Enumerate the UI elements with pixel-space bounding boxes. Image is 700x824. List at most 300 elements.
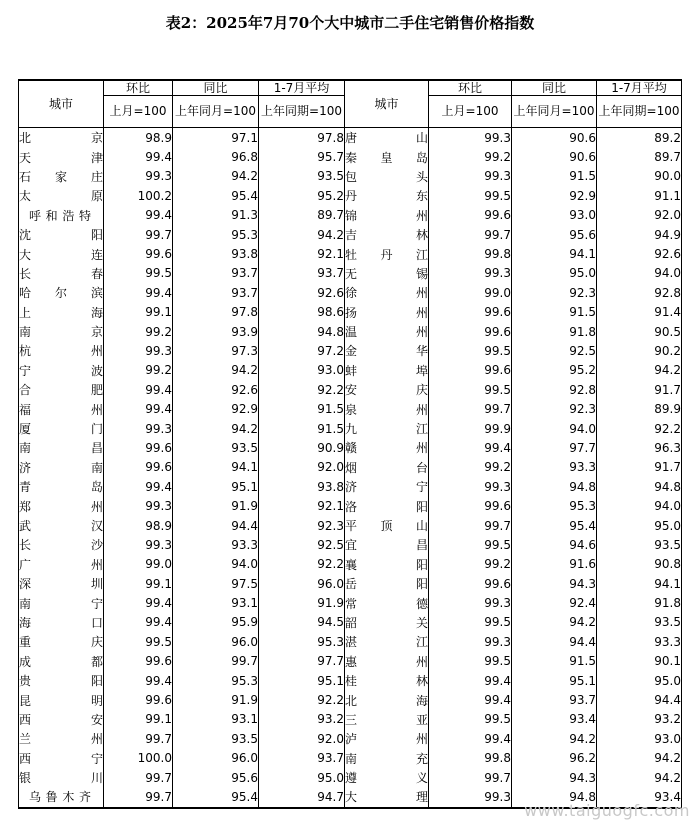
cell-mom-left: 99.6: [104, 690, 173, 709]
cell-city-right: 扬州: [345, 303, 429, 322]
cell-mom-left: 98.9: [104, 128, 173, 148]
cell-avg-right: 94.1: [597, 574, 682, 593]
cell-mom-left: 99.2: [104, 361, 173, 380]
cell-yoy-right: 92.9: [512, 186, 597, 205]
cell-avg-right: 93.3: [597, 632, 682, 651]
cell-yoy-left: 94.2: [173, 361, 259, 380]
cell-mom-left: 99.7: [104, 768, 173, 787]
cell-city-right: 丹东: [345, 186, 429, 205]
cell-mom-left: 99.7: [104, 225, 173, 244]
cell-city-left: 大连: [19, 244, 104, 263]
cell-city-right: 常德: [345, 593, 429, 612]
table-row: [19, 264, 682, 283]
cell-avg-right: 94.8: [597, 477, 682, 496]
cell-avg-right: 96.3: [597, 438, 682, 457]
cell-yoy-right: 94.3: [512, 768, 597, 787]
table-row: [19, 283, 682, 302]
header-mom-right: 环比: [429, 80, 512, 96]
cell-mom-right: 99.3: [429, 167, 512, 186]
cell-avg-left: 92.3: [259, 516, 345, 535]
table-row: [19, 303, 682, 322]
cell-city-left: 长沙: [19, 535, 104, 554]
table-row: [19, 555, 682, 574]
cell-yoy-right: 95.0: [512, 264, 597, 283]
cell-avg-right: 94.9: [597, 225, 682, 244]
cell-yoy-left: 97.1: [173, 128, 259, 148]
cell-avg-right: 94.2: [597, 749, 682, 768]
cell-mom-left: 99.3: [104, 167, 173, 186]
cell-yoy-right: 94.2: [512, 729, 597, 748]
cell-mom-left: 99.6: [104, 438, 173, 457]
cell-mom-left: 99.3: [104, 341, 173, 360]
cell-avg-right: 95.0: [597, 671, 682, 690]
cell-city-right: 蚌埠: [345, 361, 429, 380]
cell-yoy-right: 95.3: [512, 496, 597, 515]
table-row: [19, 516, 682, 535]
table-row: [19, 535, 682, 554]
table-row: [19, 729, 682, 748]
cell-yoy-left: 97.8: [173, 303, 259, 322]
cell-city-left: 银川: [19, 768, 104, 787]
cell-yoy-right: 94.4: [512, 632, 597, 651]
cell-yoy-right: 94.8: [512, 787, 597, 807]
cell-avg-left: 92.1: [259, 244, 345, 263]
cell-city-left: 南京: [19, 322, 104, 341]
cell-city-right: 平顶山: [345, 516, 429, 535]
cell-avg-left: 98.6: [259, 303, 345, 322]
cell-mom-left: 99.3: [104, 419, 173, 438]
cell-city-right: 金华: [345, 341, 429, 360]
cell-yoy-left: 94.4: [173, 516, 259, 535]
header-avg-left: 1-7月平均: [259, 80, 345, 96]
cell-yoy-left: 91.3: [173, 206, 259, 225]
cell-yoy-right: 91.6: [512, 555, 597, 574]
cell-city-left: 太原: [19, 186, 104, 205]
cell-yoy-left: 91.9: [173, 496, 259, 515]
cell-avg-right: 94.2: [597, 361, 682, 380]
cell-mom-right: 99.7: [429, 516, 512, 535]
cell-avg-left: 93.7: [259, 264, 345, 283]
cell-city-left: 上海: [19, 303, 104, 322]
cell-avg-right: 90.0: [597, 167, 682, 186]
cell-avg-left: 92.6: [259, 283, 345, 302]
cell-mom-right: 99.5: [429, 186, 512, 205]
cell-yoy-right: 96.2: [512, 749, 597, 768]
cell-avg-right: 93.0: [597, 729, 682, 748]
cell-avg-left: 92.2: [259, 555, 345, 574]
cell-mom-right: 99.7: [429, 768, 512, 787]
cell-city-left: 昆明: [19, 690, 104, 709]
cell-mom-right: 99.7: [429, 399, 512, 418]
header-yoy-base-right: 上年同月=100: [512, 96, 597, 128]
page-title: 表2：2025年7月70个大中城市二手住宅销售价格指数: [165, 14, 535, 32]
cell-mom-left: 99.4: [104, 593, 173, 612]
cell-mom-right: 99.5: [429, 613, 512, 632]
cell-yoy-right: 95.1: [512, 671, 597, 690]
cell-yoy-left: 95.4: [173, 186, 259, 205]
cell-avg-left: 93.8: [259, 477, 345, 496]
header-mom-base-right: 上月=100: [429, 96, 512, 128]
cell-yoy-left: 93.9: [173, 322, 259, 341]
cell-yoy-right: 90.6: [512, 147, 597, 166]
cell-avg-left: 92.0: [259, 729, 345, 748]
cell-mom-left: 99.6: [104, 244, 173, 263]
cell-yoy-left: 93.5: [173, 438, 259, 457]
cell-yoy-right: 90.6: [512, 128, 597, 148]
table-row: [19, 322, 682, 341]
cell-yoy-right: 92.8: [512, 380, 597, 399]
cell-avg-left: 95.3: [259, 632, 345, 651]
cell-mom-right: 99.3: [429, 477, 512, 496]
cell-avg-left: 92.2: [259, 690, 345, 709]
cell-avg-left: 91.5: [259, 399, 345, 418]
cell-avg-right: 89.7: [597, 147, 682, 166]
cell-avg-right: 92.6: [597, 244, 682, 263]
cell-yoy-right: 93.4: [512, 710, 597, 729]
cell-avg-left: 94.5: [259, 613, 345, 632]
cell-avg-left: 97.7: [259, 652, 345, 671]
cell-mom-right: 99.4: [429, 438, 512, 457]
cell-yoy-right: 93.3: [512, 458, 597, 477]
table-row: [19, 593, 682, 612]
cell-mom-left: 99.7: [104, 729, 173, 748]
cell-avg-right: 92.8: [597, 283, 682, 302]
cell-city-left: 武汉: [19, 516, 104, 535]
cell-mom-right: 99.5: [429, 535, 512, 554]
cell-avg-left: 90.9: [259, 438, 345, 457]
table-row: [19, 225, 682, 244]
header-yoy-left: 同比: [173, 80, 259, 96]
header-mom-left: 环比: [104, 80, 173, 96]
cell-mom-right: 99.5: [429, 652, 512, 671]
table-row: [19, 128, 682, 148]
cell-avg-right: 92.2: [597, 419, 682, 438]
cell-city-right: 惠州: [345, 652, 429, 671]
cell-city-left: 深圳: [19, 574, 104, 593]
cell-city-left: 宁波: [19, 361, 104, 380]
cell-avg-right: 94.2: [597, 768, 682, 787]
cell-avg-left: 97.2: [259, 341, 345, 360]
cell-avg-left: 92.0: [259, 458, 345, 477]
cell-avg-left: 96.0: [259, 574, 345, 593]
cell-avg-left: 94.2: [259, 225, 345, 244]
cell-mom-left: 99.4: [104, 147, 173, 166]
cell-avg-right: 91.7: [597, 380, 682, 399]
cell-avg-right: 91.4: [597, 303, 682, 322]
cell-yoy-right: 94.6: [512, 535, 597, 554]
cell-mom-left: 99.5: [104, 264, 173, 283]
cell-mom-right: 99.2: [429, 555, 512, 574]
cell-mom-right: 99.5: [429, 341, 512, 360]
cell-avg-left: 93.0: [259, 361, 345, 380]
cell-mom-left: 99.4: [104, 283, 173, 302]
cell-mom-left: 99.3: [104, 496, 173, 515]
cell-mom-left: 98.9: [104, 516, 173, 535]
cell-mom-right: 99.6: [429, 206, 512, 225]
cell-city-right: 遵义: [345, 768, 429, 787]
table-row: [19, 206, 682, 225]
header-city-left: 城市: [19, 80, 104, 128]
table-row: [19, 341, 682, 360]
cell-mom-left: 99.3: [104, 535, 173, 554]
cell-mom-right: 99.3: [429, 128, 512, 148]
cell-mom-right: 99.5: [429, 710, 512, 729]
cell-yoy-right: 91.8: [512, 322, 597, 341]
cell-city-left: 厦门: [19, 419, 104, 438]
table-body: [19, 128, 682, 808]
cell-city-right: 三亚: [345, 710, 429, 729]
cell-avg-left: 93.2: [259, 710, 345, 729]
cell-mom-right: 99.5: [429, 380, 512, 399]
cell-city-right: 北海: [345, 690, 429, 709]
cell-avg-left: 97.8: [259, 128, 345, 148]
table-row: [19, 632, 682, 651]
table-row: [19, 768, 682, 787]
cell-avg-right: 94.0: [597, 264, 682, 283]
cell-yoy-left: 93.5: [173, 729, 259, 748]
cell-yoy-left: 94.2: [173, 419, 259, 438]
cell-avg-left: 94.7: [259, 787, 345, 807]
table-row: [19, 399, 682, 418]
cell-yoy-right: 95.6: [512, 225, 597, 244]
cell-avg-left: 94.8: [259, 322, 345, 341]
table-row: [19, 458, 682, 477]
cell-yoy-right: 94.1: [512, 244, 597, 263]
table-row: [19, 749, 682, 768]
cell-yoy-left: 93.3: [173, 535, 259, 554]
cell-mom-left: 99.5: [104, 632, 173, 651]
table-row: [19, 167, 682, 186]
cell-city-left: 杭州: [19, 341, 104, 360]
cell-city-right: 泉州: [345, 399, 429, 418]
cell-avg-right: 90.8: [597, 555, 682, 574]
cell-city-right: 秦皇岛: [345, 147, 429, 166]
cell-yoy-right: 91.5: [512, 652, 597, 671]
cell-mom-right: 99.3: [429, 787, 512, 807]
header-mom-base-left: 上月=100: [104, 96, 173, 128]
cell-city-left: 重庆: [19, 632, 104, 651]
table-row: [19, 186, 682, 205]
cell-yoy-right: 92.5: [512, 341, 597, 360]
cell-mom-left: 99.1: [104, 574, 173, 593]
cell-yoy-right: 95.2: [512, 361, 597, 380]
cell-yoy-right: 91.5: [512, 167, 597, 186]
cell-yoy-left: 92.9: [173, 399, 259, 418]
header-yoy-base-left: 上年同月=100: [173, 96, 259, 128]
watermark: www.taiguogfc.com: [524, 801, 690, 820]
cell-yoy-left: 96.0: [173, 749, 259, 768]
cell-yoy-left: 95.9: [173, 613, 259, 632]
cell-yoy-right: 92.3: [512, 399, 597, 418]
cell-mom-left: 99.6: [104, 652, 173, 671]
table-row: [19, 477, 682, 496]
cell-yoy-right: 93.7: [512, 690, 597, 709]
cell-yoy-left: 97.3: [173, 341, 259, 360]
cell-city-right: 徐州: [345, 283, 429, 302]
cell-city-left: 济南: [19, 458, 104, 477]
cell-mom-right: 99.6: [429, 574, 512, 593]
cell-avg-right: 89.9: [597, 399, 682, 418]
table-row: [19, 438, 682, 457]
cell-mom-left: 100.2: [104, 186, 173, 205]
cell-yoy-right: 92.3: [512, 283, 597, 302]
cell-city-left: 西宁: [19, 749, 104, 768]
cell-city-left: 天津: [19, 147, 104, 166]
table-row: [19, 244, 682, 263]
cell-yoy-left: 95.1: [173, 477, 259, 496]
cell-yoy-left: 93.8: [173, 244, 259, 263]
cell-yoy-left: 94.0: [173, 555, 259, 574]
cell-avg-right: 93.2: [597, 710, 682, 729]
cell-city-right: 宜昌: [345, 535, 429, 554]
cell-mom-right: 99.4: [429, 671, 512, 690]
cell-city-left: 成都: [19, 652, 104, 671]
cell-yoy-right: 94.8: [512, 477, 597, 496]
cell-mom-left: 99.0: [104, 555, 173, 574]
cell-yoy-left: 93.1: [173, 710, 259, 729]
cell-city-right: 包头: [345, 167, 429, 186]
cell-avg-right: 89.2: [597, 128, 682, 148]
cell-mom-right: 99.3: [429, 632, 512, 651]
cell-city-left: 郑州: [19, 496, 104, 515]
header-city-right: 城市: [345, 80, 429, 128]
cell-yoy-left: 94.2: [173, 167, 259, 186]
cell-avg-right: 91.1: [597, 186, 682, 205]
cell-avg-left: 93.7: [259, 749, 345, 768]
cell-avg-left: 92.5: [259, 535, 345, 554]
cell-city-left: 福州: [19, 399, 104, 418]
cell-yoy-left: 92.6: [173, 380, 259, 399]
cell-city-right: 安庆: [345, 380, 429, 399]
cell-city-right: 南充: [345, 749, 429, 768]
cell-avg-left: 95.7: [259, 147, 345, 166]
cell-yoy-right: 95.4: [512, 516, 597, 535]
cell-mom-left: 99.1: [104, 303, 173, 322]
cell-yoy-right: 97.7: [512, 438, 597, 457]
cell-city-right: 洛阳: [345, 496, 429, 515]
cell-yoy-left: 95.3: [173, 671, 259, 690]
cell-yoy-left: 95.4: [173, 787, 259, 807]
cell-mom-right: 99.6: [429, 322, 512, 341]
header-avg-base-right: 上年同期=100: [597, 96, 682, 128]
cell-mom-right: 99.0: [429, 283, 512, 302]
cell-avg-right: 93.5: [597, 535, 682, 554]
cell-avg-right: 90.5: [597, 322, 682, 341]
cell-city-right: 湛江: [345, 632, 429, 651]
cell-city-right: 襄阳: [345, 555, 429, 574]
cell-avg-left: 93.5: [259, 167, 345, 186]
cell-mom-right: 99.7: [429, 225, 512, 244]
cell-city-left: 合肥: [19, 380, 104, 399]
cell-yoy-right: 91.5: [512, 303, 597, 322]
table-row: [19, 652, 682, 671]
table-row: [19, 613, 682, 632]
cell-mom-left: 99.4: [104, 206, 173, 225]
cell-city-right: 济宁: [345, 477, 429, 496]
cell-yoy-left: 91.9: [173, 690, 259, 709]
cell-avg-left: 95.1: [259, 671, 345, 690]
cell-city-left: 青岛: [19, 477, 104, 496]
header-yoy-right: 同比: [512, 80, 597, 96]
table-row: [19, 147, 682, 166]
cell-city-right: 泸州: [345, 729, 429, 748]
cell-city-left: 西安: [19, 710, 104, 729]
table-row: [19, 419, 682, 438]
cell-yoy-right: 93.0: [512, 206, 597, 225]
cell-mom-right: 99.4: [429, 729, 512, 748]
cell-yoy-left: 93.1: [173, 593, 259, 612]
cell-avg-right: 92.0: [597, 206, 682, 225]
cell-mom-left: 99.2: [104, 322, 173, 341]
cell-avg-right: 95.0: [597, 516, 682, 535]
cell-mom-right: 99.9: [429, 419, 512, 438]
cell-city-right: 唐山: [345, 128, 429, 148]
cell-mom-left: 99.4: [104, 671, 173, 690]
price-index-table: [18, 79, 682, 809]
cell-mom-right: 99.2: [429, 147, 512, 166]
cell-avg-right: 93.4: [597, 787, 682, 807]
cell-city-left: 呼和浩特: [19, 206, 104, 225]
cell-city-left: 沈阳: [19, 225, 104, 244]
cell-city-left: 南宁: [19, 593, 104, 612]
cell-mom-left: 99.4: [104, 477, 173, 496]
cell-yoy-left: 93.7: [173, 283, 259, 302]
cell-mom-right: 99.6: [429, 496, 512, 515]
cell-city-left: 南昌: [19, 438, 104, 457]
cell-avg-right: 93.5: [597, 613, 682, 632]
cell-mom-right: 99.8: [429, 749, 512, 768]
cell-yoy-left: 96.8: [173, 147, 259, 166]
cell-yoy-left: 93.7: [173, 264, 259, 283]
table-row: [19, 671, 682, 690]
header-avg-base-left: 上年同期=100: [259, 96, 345, 128]
cell-mom-left: 99.7: [104, 787, 173, 807]
cell-mom-right: 99.3: [429, 264, 512, 283]
cell-avg-right: 91.7: [597, 458, 682, 477]
cell-mom-left: 99.6: [104, 458, 173, 477]
cell-avg-right: 94.4: [597, 690, 682, 709]
cell-yoy-left: 95.6: [173, 768, 259, 787]
cell-yoy-right: 94.3: [512, 574, 597, 593]
cell-mom-left: 99.1: [104, 710, 173, 729]
cell-city-right: 锦州: [345, 206, 429, 225]
cell-mom-right: 99.6: [429, 361, 512, 380]
cell-mom-left: 99.4: [104, 399, 173, 418]
header-avg-right: 1-7月平均: [597, 80, 682, 96]
cell-city-right: 大理: [345, 787, 429, 807]
cell-mom-right: 99.2: [429, 458, 512, 477]
cell-city-right: 无锡: [345, 264, 429, 283]
cell-city-right: 九江: [345, 419, 429, 438]
cell-yoy-left: 94.1: [173, 458, 259, 477]
cell-avg-left: 92.1: [259, 496, 345, 515]
cell-city-right: 韶关: [345, 613, 429, 632]
cell-city-right: 温州: [345, 322, 429, 341]
cell-avg-right: 91.8: [597, 593, 682, 612]
cell-yoy-right: 94.2: [512, 613, 597, 632]
cell-mom-right: 99.3: [429, 593, 512, 612]
cell-city-right: 岳阳: [345, 574, 429, 593]
table-row: [19, 710, 682, 729]
cell-mom-left: 100.0: [104, 749, 173, 768]
cell-city-left: 海口: [19, 613, 104, 632]
cell-yoy-left: 96.0: [173, 632, 259, 651]
cell-city-left: 哈尔滨: [19, 283, 104, 302]
cell-city-right: 吉林: [345, 225, 429, 244]
cell-avg-right: 90.1: [597, 652, 682, 671]
cell-city-left: 贵阳: [19, 671, 104, 690]
cell-yoy-left: 97.5: [173, 574, 259, 593]
